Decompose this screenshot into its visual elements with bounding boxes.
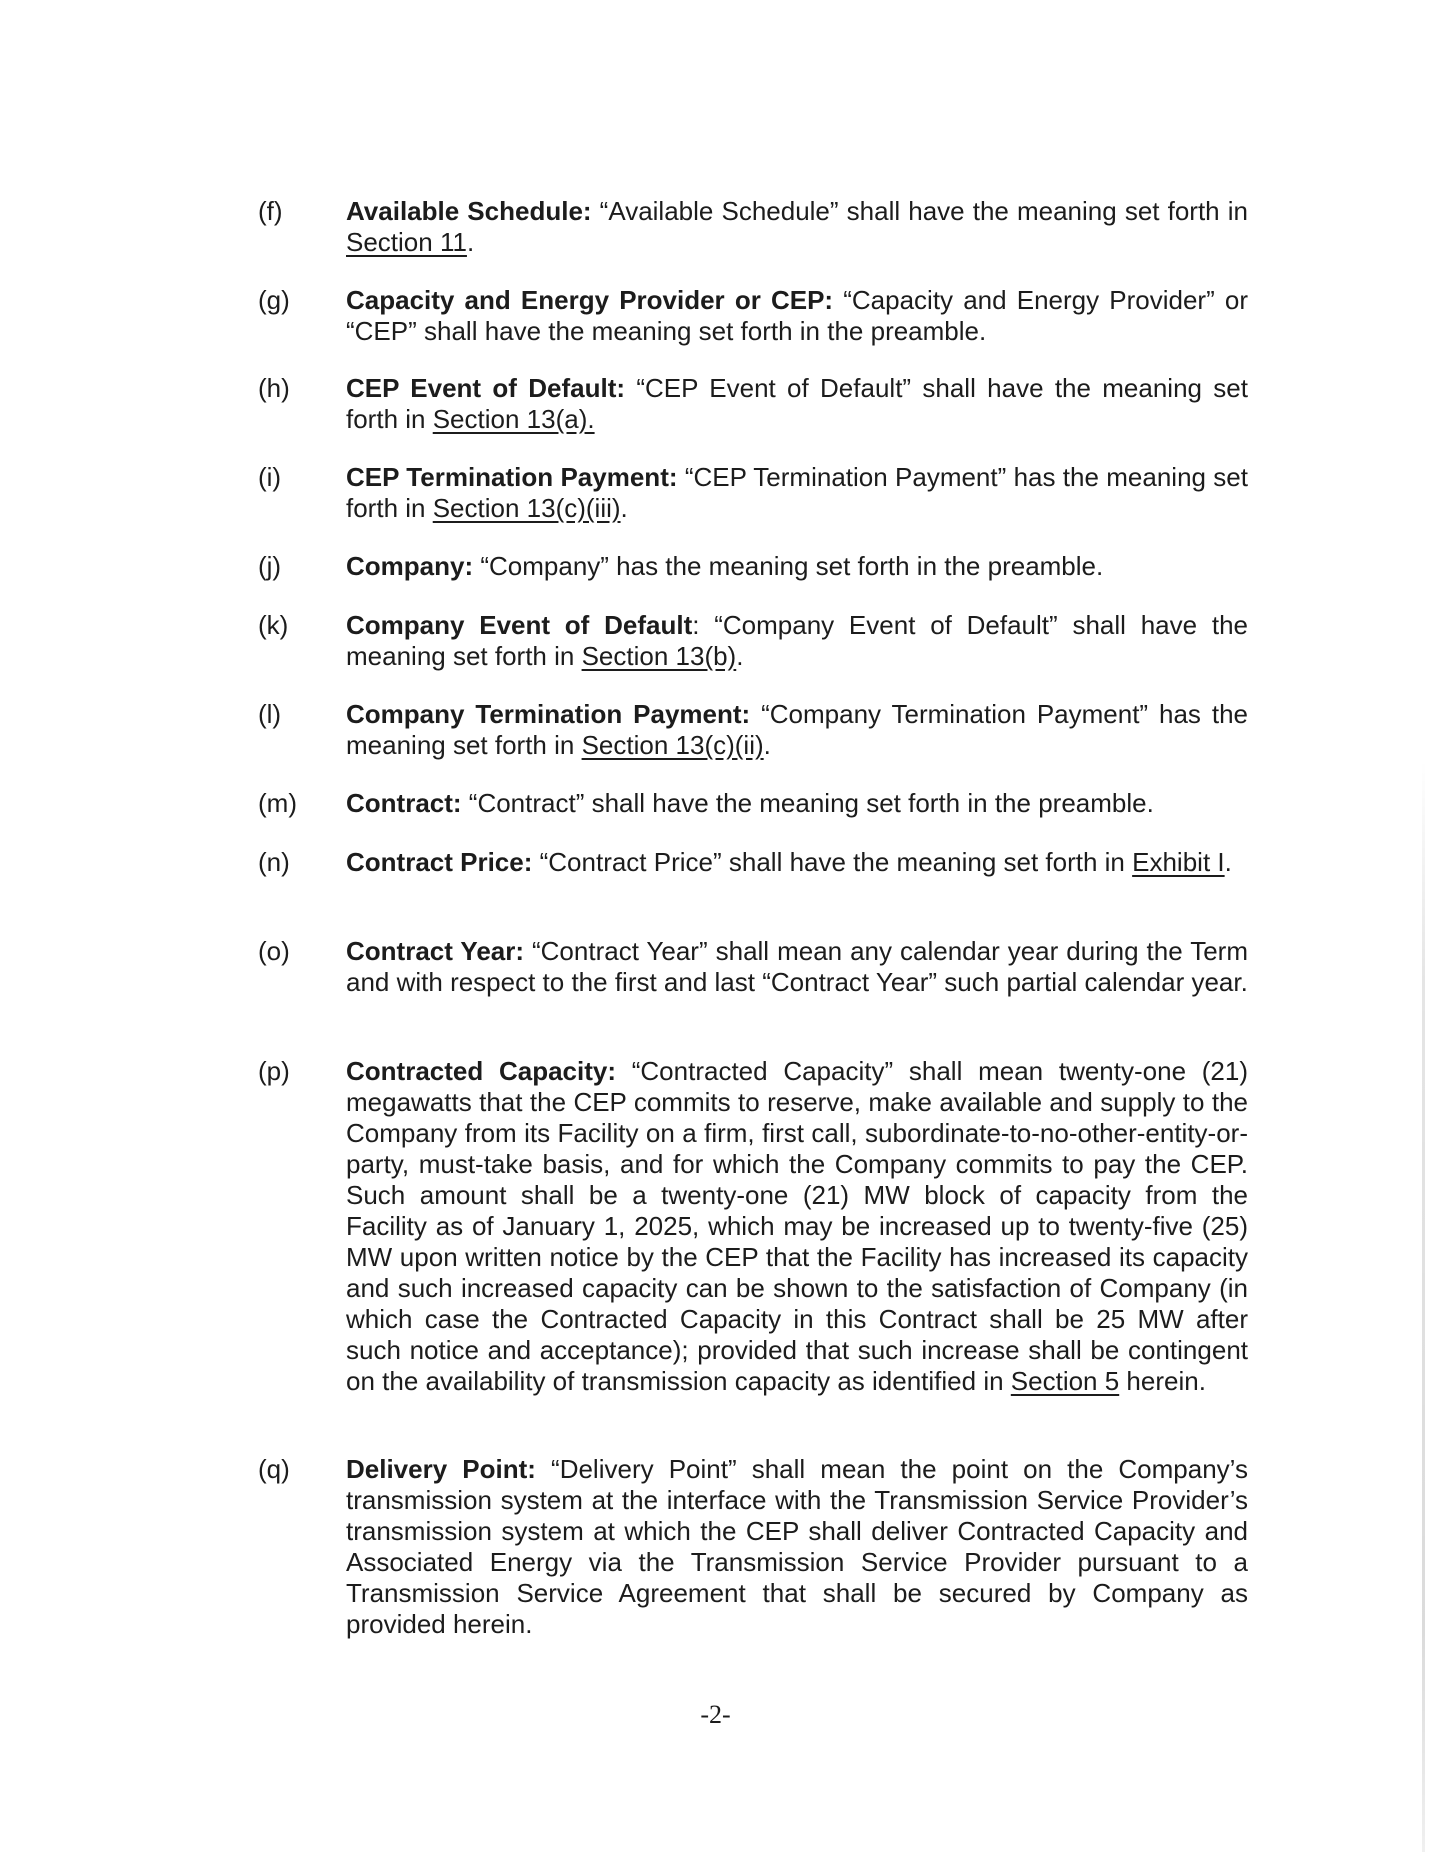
definition-label: (p) bbox=[258, 1056, 290, 1086]
page-number: -2- bbox=[700, 1700, 731, 1729]
definition-label: (h) bbox=[258, 373, 290, 403]
definition-label: (g) bbox=[258, 285, 290, 315]
definition-text: “Capacity and Energy Provider” or “CEP” shall have the meaning set forth in the preamble. bbox=[346, 285, 1248, 346]
section-reference: Section 11 bbox=[346, 227, 467, 257]
definition-text: “Delivery Point” shall mean the point on the Company’s transmission system at the interface with the Transmission Service Provider’s transmission system at which the CEP shall deliver Contracted Capacity and Associated Energy via the Transmission Service Provider pursuant to a Transmission Service Agreement that shall be secured by Company as provided herein. bbox=[346, 1454, 1248, 1639]
exhibit-reference: Exhibit I bbox=[1132, 847, 1225, 877]
section-reference: Section 13(c)(ii) bbox=[581, 730, 764, 760]
definition-term: CEP Event of Default: bbox=[346, 373, 626, 403]
section-reference: Section 5 bbox=[1010, 1366, 1120, 1396]
definition-text: “CEP Termination Payment” has the meaning set forth in bbox=[346, 462, 1248, 523]
definition-text: “Contract Price” shall have the meaning set forth in bbox=[532, 847, 1133, 877]
definition-text-after: herein. bbox=[1119, 1366, 1206, 1396]
definition-term: Company Termination Payment: bbox=[346, 699, 751, 729]
scan-edge-shadow bbox=[1422, 760, 1425, 1852]
section-reference: Section 13(c)(iii) bbox=[432, 493, 621, 523]
definition-text-after: . bbox=[466, 227, 475, 257]
definition-label: (k) bbox=[258, 610, 289, 640]
definition-term: Contract: bbox=[346, 788, 462, 818]
definition-n bbox=[258, 847, 1248, 878]
definition-f bbox=[258, 196, 1248, 258]
definition-term: Delivery Point: bbox=[346, 1454, 536, 1484]
definition-text-after: . bbox=[763, 730, 771, 760]
definition-q bbox=[258, 1454, 1248, 1640]
definition-term: Contract Year: bbox=[346, 936, 525, 966]
definition-text: “Company Termination Payment” has the meaning set forth in bbox=[346, 699, 1248, 760]
definition-text-after: . bbox=[620, 493, 628, 523]
definition-text-after: . bbox=[1224, 847, 1232, 877]
definition-text: : “Company Event of Default” shall have the meaning set forth in bbox=[346, 610, 1248, 671]
definition-text: “Company” has the meaning set forth in the preamble. bbox=[473, 551, 1104, 581]
definition-p bbox=[258, 1056, 1248, 1397]
definition-label: (j) bbox=[258, 551, 282, 581]
definition-label: (i) bbox=[258, 462, 282, 492]
definition-g bbox=[258, 285, 1248, 347]
definition-h bbox=[258, 373, 1248, 435]
definition-text: “Contract Year” shall mean any calendar year during the Term and with respect to the first and last “Contract Year” such partial calendar year. bbox=[346, 936, 1248, 997]
definition-label: (f) bbox=[258, 196, 283, 226]
section-reference: Section 13(b) bbox=[581, 641, 737, 671]
definition-o bbox=[258, 936, 1248, 998]
definition-term: CEP Termination Payment: bbox=[346, 462, 678, 492]
section-reference: Section 13(a). bbox=[432, 404, 595, 434]
definition-label: (l) bbox=[258, 699, 282, 729]
definition-label: (q) bbox=[258, 1454, 290, 1484]
definition-m bbox=[258, 788, 1248, 819]
definition-k bbox=[258, 610, 1248, 672]
definition-l bbox=[258, 699, 1248, 761]
definition-label: (n) bbox=[258, 847, 290, 877]
definition-text-after: . bbox=[736, 641, 744, 671]
definition-text: “CEP Event of Default” shall have the meaning set forth in bbox=[346, 373, 1248, 434]
definition-label: (m) bbox=[258, 788, 297, 818]
definition-j bbox=[258, 551, 1248, 582]
definition-term: Company Event of Default bbox=[346, 610, 693, 640]
definition-text: “Contracted Capacity” shall mean twenty-one (21) megawatts that the CEP commits to reserve, make available and supply to the Company from its Facility on a firm, first call, subordinate-to-no-other-entity-or-party, must-take basis, and for which the Company commits to pay the CEP. Such amount shall be a twenty-one (21) MW block of capacity from the Facility as of January 1, 2025, which may be increased up to twenty-five (25) MW upon written notice by the CEP that the Facility has increased its capacity and such increased capacity can be shown to the satisfaction of Company (in which case the Contracted Capacity in this Contract shall be 25 MW after such notice and acceptance); provided that such increase shall be contingent on the availability of transmission capacity as identified in bbox=[346, 1056, 1248, 1396]
definition-term: Company: bbox=[346, 551, 474, 581]
definition-i bbox=[258, 462, 1248, 524]
definition-term: Contracted Capacity: bbox=[346, 1056, 617, 1086]
definition-term: Capacity and Energy Provider or CEP: bbox=[346, 285, 834, 315]
definition-text: “Available Schedule” shall have the meaning set forth in bbox=[591, 196, 1248, 226]
definition-text: “Contract” shall have the meaning set forth in the preamble. bbox=[461, 788, 1154, 818]
definition-label: (o) bbox=[258, 936, 290, 966]
definition-term: Contract Price: bbox=[346, 847, 533, 877]
definition-term: Available Schedule: bbox=[346, 196, 592, 226]
